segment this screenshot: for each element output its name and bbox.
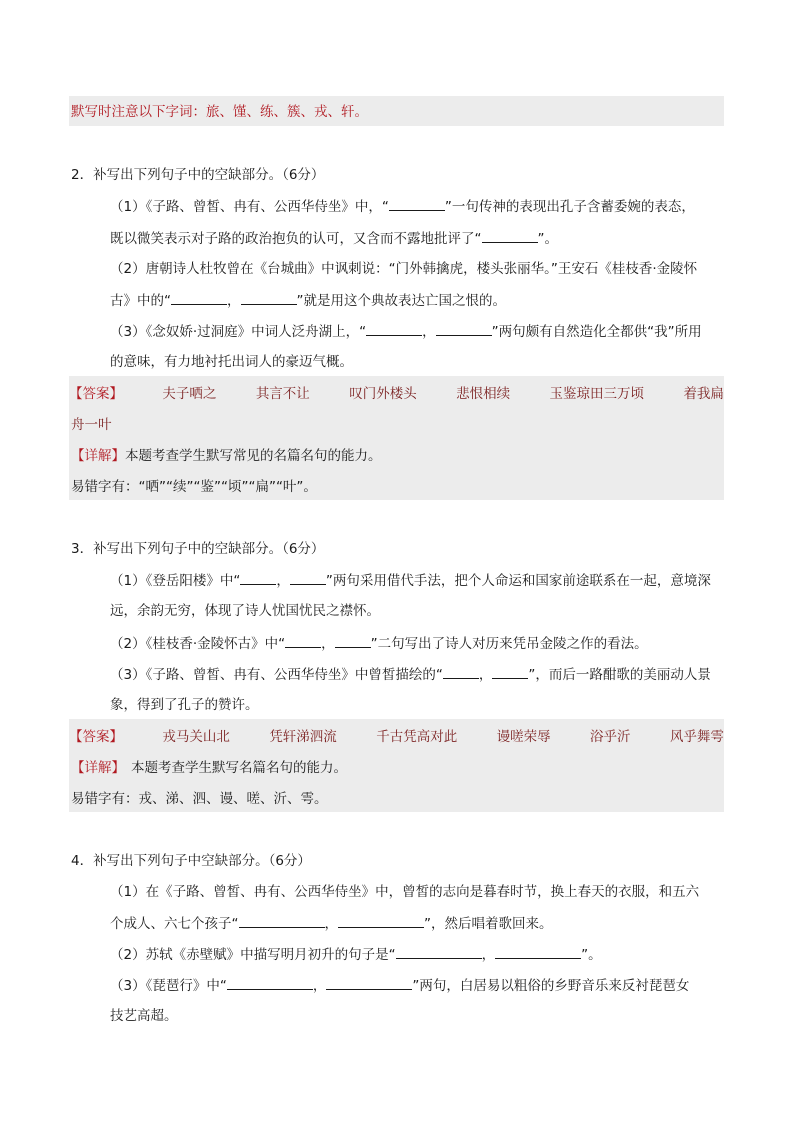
q3-p2-c: ”二句写出了诗人对历来凭吊金陵之作的看法。 <box>370 636 648 652</box>
q2-part2-line2 <box>110 290 506 311</box>
q4-p3-b: ， <box>312 978 327 994</box>
q3-part3-line1 <box>110 664 711 685</box>
blank <box>227 975 313 990</box>
blank <box>492 664 528 679</box>
blank <box>495 944 581 959</box>
answer-item: 戎马关山北 <box>162 729 230 745</box>
q3-part1-line1 <box>110 570 711 591</box>
detail-text: 本题考查学生默写名篇名句的能力。 <box>131 760 347 776</box>
q3-p2-a: （2）《桂枝香·金陵怀古》中“ <box>110 636 286 652</box>
q2-p2-d: ”就是用这个典故表达亡国之恨的。 <box>296 293 506 309</box>
blank <box>285 633 321 648</box>
q2-part1-line1 <box>110 196 695 217</box>
q2-error-note: 易错字有：“哂”“续”“鉴”“顷”“扁”“叶”。 <box>71 479 317 495</box>
q3-p1-c: ”两句采用借代手法，把个人命运和国家前途联系在一起，意境深 <box>325 573 711 589</box>
q4-part2-line1 <box>110 944 602 965</box>
q4-p2-a: （2）苏轼《赤壁赋》中描写明月初升的句子是“ <box>110 947 396 963</box>
q4-part1-line2 <box>110 913 553 934</box>
q2-part3-line1 <box>110 321 702 342</box>
detail-label: 【详解】 <box>71 760 125 776</box>
detail-text: 本题考查学生默写常见的名篇名句的能力。 <box>125 448 382 464</box>
blank <box>436 321 492 336</box>
blank <box>389 196 445 211</box>
q2-p2-c: ， <box>227 293 241 309</box>
q2-p3-a: （3）《念奴娇·过洞庭》中词人泛舟湖上，“ <box>110 324 367 340</box>
q3-stem: 3．补写出下列句子中的空缺部分。（6分） <box>71 541 325 557</box>
q2-answer-cont: 舟一叶 <box>71 417 112 433</box>
q2-p1-d: ”。 <box>537 231 558 247</box>
q4-p2-b: ， <box>481 947 496 963</box>
top-note: 默写时注意以下字词：旅、馑、练、簇、戎、轩。 <box>71 104 368 120</box>
q4-part1-line1: （1）在《子路、曾皙、冉有、公西华侍坐》中，曾皙的志向是暮春时节，换上春天的衣服，和五六 <box>110 884 700 900</box>
q2-part1-line2 <box>110 228 558 249</box>
blank <box>396 944 482 959</box>
q3-p1-b: ， <box>276 573 290 589</box>
detail-label: 【详解】 <box>71 448 125 464</box>
blank <box>335 633 371 648</box>
q3-detail <box>71 758 347 778</box>
q2-answer-row <box>69 384 724 404</box>
q4-p2-c: ”。 <box>581 947 602 963</box>
q2-p1-a: （1）《子路、曾皙、冉有、公西华侍坐》中，“ <box>110 199 389 215</box>
q2-stem: 2．补写出下列句子中的空缺部分。（6分） <box>71 167 325 183</box>
answer-item: 谩嗟荣辱 <box>496 729 551 745</box>
answer-item: 悲恨相续 <box>456 386 511 402</box>
q4-p1-d: ”，然后唱着歌回来。 <box>424 916 553 932</box>
answer-item: 玉鉴琼田三万顷 <box>549 386 645 402</box>
q2-p3-b: ， <box>422 324 436 340</box>
answer-item: 着我扁 <box>683 386 724 402</box>
q4-part3-line2: 技艺高超。 <box>110 1008 178 1024</box>
blank <box>241 290 297 305</box>
q3-p2-b: ， <box>321 636 335 652</box>
q3-p3-b: ， <box>478 667 493 683</box>
answer-item: 千古凭高对此 <box>376 729 458 745</box>
q2-p1-c: 既以微笑表示对子路的政治抱负的认可，又含而不露地批评了“ <box>110 231 482 247</box>
q3-error-note: 易错字有：戎、涕、泗、谩、嗟、沂、雩。 <box>71 791 328 807</box>
blank <box>326 975 412 990</box>
blank <box>443 664 479 679</box>
blank <box>338 913 424 928</box>
answer-item: 凭轩涕泗流 <box>269 729 337 745</box>
q3-part3-line2: 象，得到了孔子的赞许。 <box>110 697 259 713</box>
q2-p2-b: 古》中的“ <box>110 293 171 309</box>
q3-part2-line1 <box>110 633 648 654</box>
blank <box>239 913 325 928</box>
q3-answer-row <box>69 727 724 747</box>
q4-p1-b: 个成人、六七个孩子“ <box>110 916 239 932</box>
q3-part1-line2: 远，余韵无穷，体现了诗人忧国忧民之襟怀。 <box>110 603 380 619</box>
q4-p1-c: ， <box>324 916 338 932</box>
q2-p3-c: ”两句颇有自然造化全都供“我”所用 <box>491 324 702 340</box>
q4-p3-a: （3）《琵琶行》中“ <box>110 978 227 994</box>
q3-p3-a: （3）《子路、曾皙、冉有、公西华侍坐》中曾皙描绘的“ <box>110 667 443 683</box>
q4-p3-c: ”两句，白居易以粗俗的乡野音乐来反衬琵琶女 <box>412 978 690 994</box>
answer-item: 风乎舞雩 <box>669 729 724 745</box>
q4-part3-line1 <box>110 975 689 996</box>
answer-label: 【答案】 <box>69 729 123 745</box>
q2-detail <box>71 446 382 466</box>
answer-item: 浴乎沂 <box>590 729 631 745</box>
answer-item: 其言不让 <box>255 386 310 402</box>
blank <box>171 290 227 305</box>
q2-part3-line2: 的意味，有力地衬托出词人的豪迈气概。 <box>110 354 353 370</box>
answer-item: 叹门外楼头 <box>349 386 417 402</box>
answer-item: 夫子哂之 <box>162 386 217 402</box>
q2-part2-line1: （2）唐朝诗人杜牧曾在《台城曲》中讽刺说：“门外韩擒虎，楼头张丽华。”王安石《桂枝香·金陵怀 <box>110 261 698 277</box>
blank <box>366 321 422 336</box>
q3-p3-c: ”，而后一路酣歌的美丽动人景 <box>528 667 711 683</box>
q3-p1-a: （1）《登岳阳楼》中“ <box>110 573 241 589</box>
q2-p1-b: ”一句传神的表现出孔子含蓄委婉的表态， <box>444 199 695 215</box>
answer-label: 【答案】 <box>69 386 123 402</box>
q4-stem: 4．补写出下列句子中空缺部分。（6分） <box>71 853 311 869</box>
blank <box>290 570 326 585</box>
blank <box>240 570 276 585</box>
blank <box>482 228 538 243</box>
